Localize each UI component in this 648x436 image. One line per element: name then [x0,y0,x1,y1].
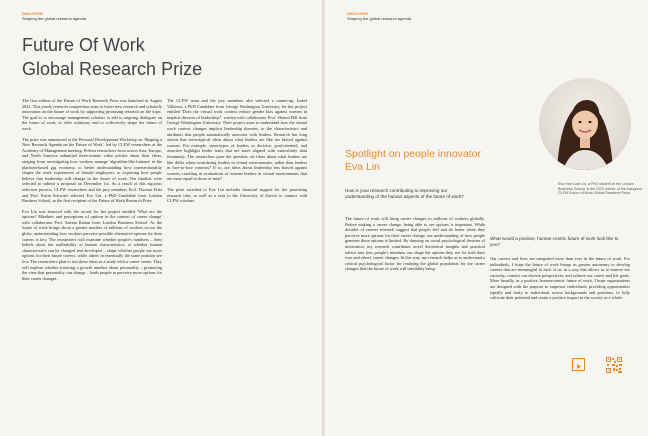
paragraph: The prize was announced at the Personal Development Workshop on 'Shaping a New Research Agenda on the Future of Work', led by CLFW researchers at the Academy of Management meeting. Fifteen researchers from across Asia, Europe, and North America submitted three-minute video pitches about their ideas, ranging from investigating how workers manage 'algorithm-like balance' in the platform-based gig economy, to better understanding how intersectionality shapes the work experiences of female employees, to exploring how people believe that leadership will change in the future of work. Ten finalists were selected to submit a proposal on December 1st. As a result of this rigorous selection process, CLFW researchers and the jury members Prof. Thomas Fritz and Prof. Karin Schwiter selected Eva Lin, a PhD Candidate from London Business School, as the first recipient of the Future of Work Research Prize. [22,136,162,204]
interview-answer-2 [490,256,630,306]
spotlight-heading [345,148,481,174]
page-header [22,11,86,21]
play-icon[interactable] [572,358,585,371]
qr-code-icon[interactable] [605,356,623,374]
portrait-photo [539,78,631,170]
section-label: DISCOVER [22,11,43,16]
page-title [22,33,202,81]
section-subtitle: Shaping the global research agenda [22,16,87,21]
spotlight-line-2: Eva Lin [345,161,381,173]
paragraph: The prize awarded to Eva Lin includes financial support for her promising research idea, as well as a visit to the University of Zurich to connect with CLFW scholars. [167,186,307,204]
paragraph: Our careers and lives are integrated more than ever in the future of work. For individuals, I hope the future of work brings us greater autonomy to develop careers that are meaningful to each of us, in a way that allows us to nurture our curiosity, connect our diverse perspectives, and achieve our career and life goals. More broadly, in a positive, human-centric future of work, I hope organizations are designed with the purpose to empower individuals, providing opportunities equally and fairly to individuals across backgrounds and positions, to fully cultivate their potential and create a positive impact in the society as a whole. [490,256,630,301]
title-line-2: Global Research Prize [22,59,203,79]
article-column-2 [167,98,307,209]
interview-answer-1 [345,216,485,277]
photo-caption: Eva Hsin Lian Lin, a PhD student at the London Business School, is the 2021 winner of the inaugural CLFW Future of Work Global Research Prize. [558,182,642,196]
paragraph: The CLFW team and the jury members also selected a runner-up, Isabel Villamor, a PhD Candidate from George Washington University, for her project entitled 'Does the virtual work context reduce gender bias against women in implicit theories of leadership?', written with collaborator Prof. Sharon Hill from George Washington University. Their project aims to understand how the virtual work context changes implicit leadership theories, or the characteristics and attributes that people automatically associate with leaders. Research has long shown that stereotypical ideas about what leaders are like are biased against women. For example, stereotypes of leaders as decisive, goal-oriented, and assertive highlight leader traits that are more aligned with masculinity than femininity. The researchers pose the question: do ideas about what leaders are like differ when considering leaders in virtual environments, rather than leaders in face-to-face contexts? If so, are ideas about leadership less biased against women, resulting in evaluations of women leaders in virtual environments that are more equal to those of men? [167,98,307,182]
right-page [325,0,648,436]
paragraph: The first edition of the Future of Work Research Prize was launched in August 2021. This yearly research competition aims to foster new research and scholarly innovation on the future of work by supporting promising research on the topic. The goal is to encourage management scholars to add to ongoing dialogues on the future of work, to offer solutions, and to collectively shape the future of work. [22,98,162,131]
title-line-1: Future Of Work [22,35,145,55]
left-page [0,0,323,436]
article-column-1 [22,98,162,430]
interview-question-2: What would a positive, human-centric future of work look like to you? [490,236,619,247]
paragraph: Eva Lin was honored with the award for her project entitled 'What are the options? Mindsets and perceptions of options in the context of career change' with collaborator Prof. Aneeta Rattan from London Business School. As the future of work brings about a greater number of millions of workers across the globe, understanding how workers perceive possible alternative options for their careers is key. The researchers will examine whether people's mindsets – their beliefs about the malleability of human characteristics, or whether human characteristics can be changed and developed – shape whether people see more options for their future careers, while others in essentially the same position see few. The researchers plan to test these ideas in a study with a career center. They will explore whether fostering a growth mindset about personality – promoting the view that personality can change – leads people to perceive more options for their career changes. [22,208,162,281]
paragraph: The future of work will bring career changes to millions of workers globally. Before making a career change, being able to see options is important. While decades of careers research suggest that people feel and do better when they perceive more options for their career change, our understanding of how people generate those options is limited. By drawing on social psychological theories of motivation, my research contributes novel theoretical insights and practical advice into how people's mindsets can shape the options they see for both their own and others' career changes. In this way, my research helps us to understand a critical psychological factor for readying the global population for the career changes that the future of work will inevitably bring. [345,216,485,272]
interview-question-1: How is your research contributing to improving our understanding of the human aspects of the future of work? [345,188,464,199]
section-label: DISCOVER [347,11,368,16]
spotlight-line-1: Spotlight on people innovator [345,148,482,160]
page-header [347,11,411,21]
section-subtitle: Shaping the global research agenda [347,16,412,21]
